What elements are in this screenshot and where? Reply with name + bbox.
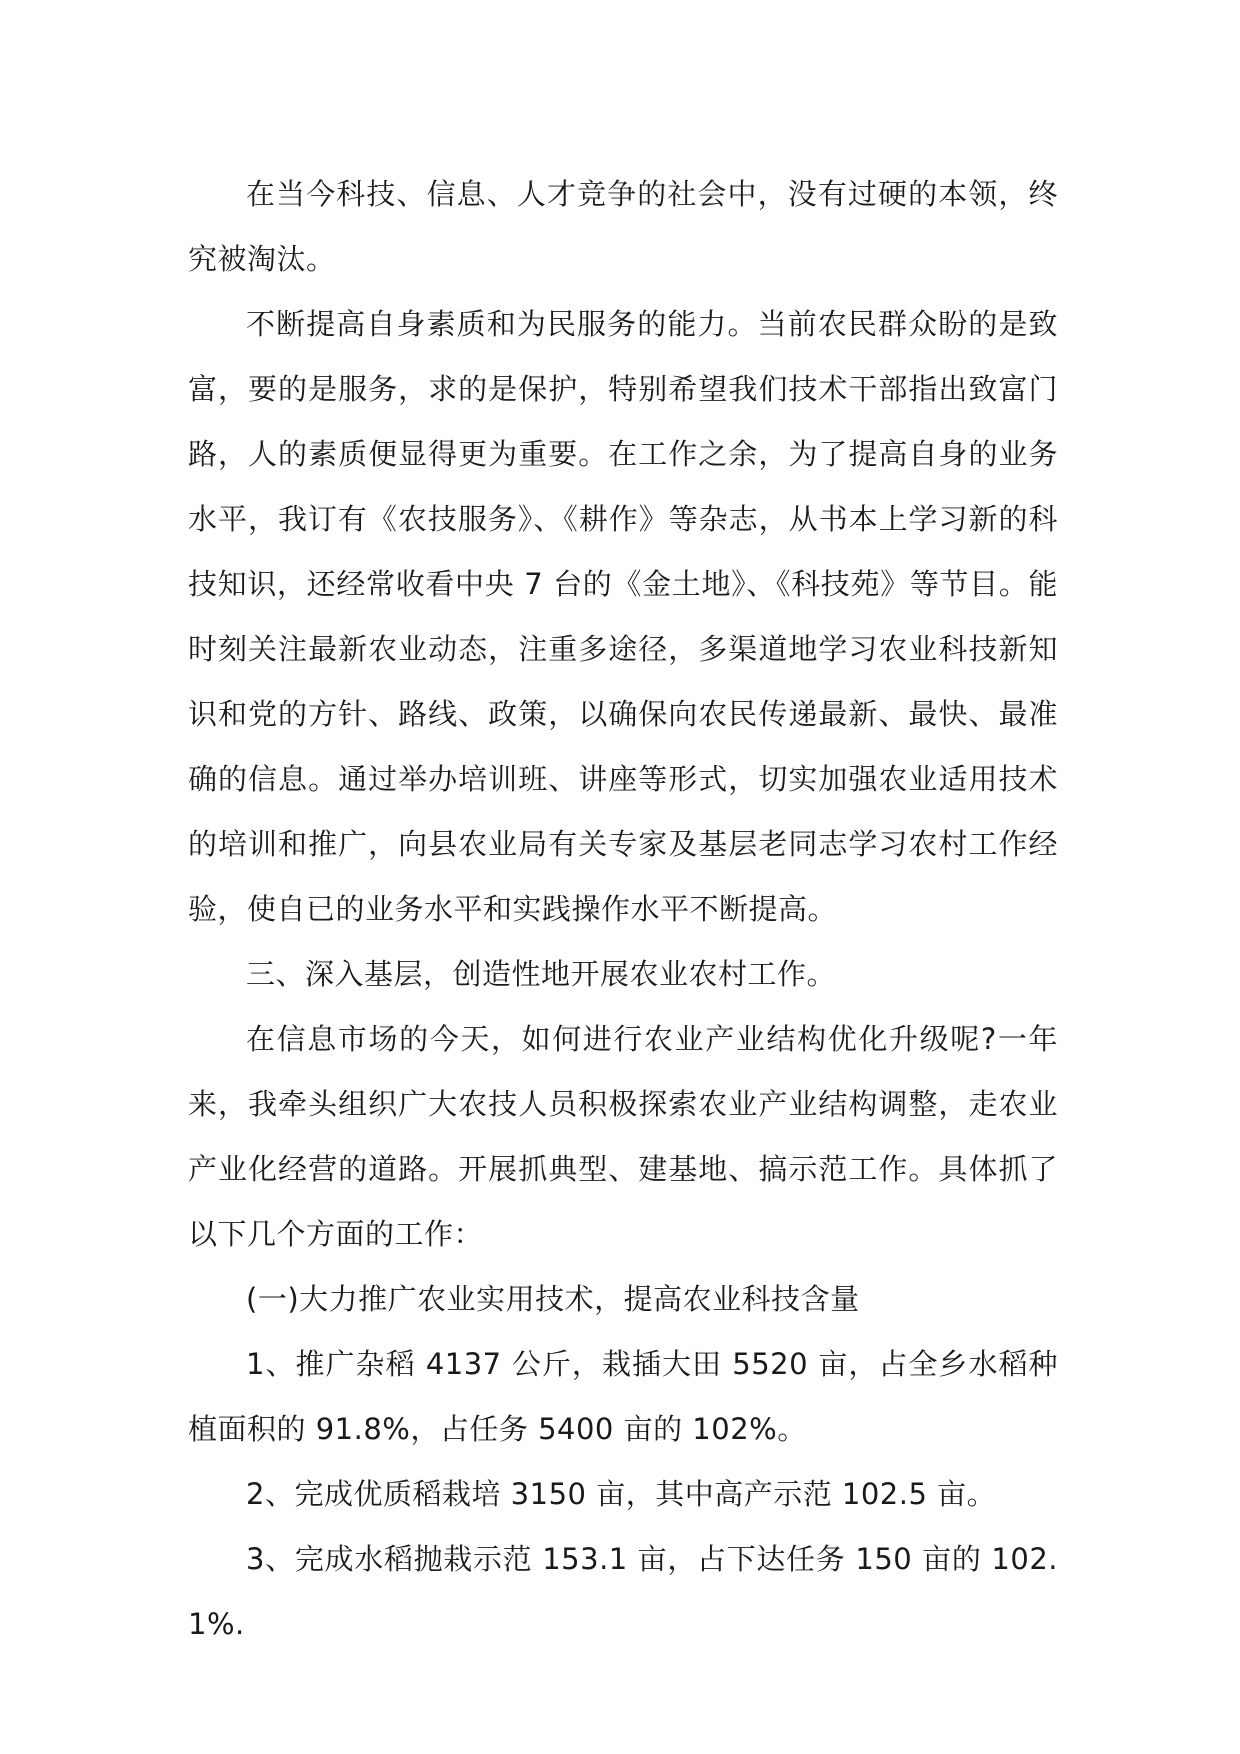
list-item-hybrid-rice: 1、推广杂稻 4137 公斤，栽插大田 5520 亩，占全乡水稻种植面积的 91.8%，占任务 5400 亩的 102%。 (188, 1347, 1058, 1446)
list-item-quality-rice: 2、完成优质稻栽培 3150 亩，其中高产示范 102.5 亩。 (246, 1477, 997, 1511)
section-heading-three: 三、深入基层，创造性地开展农业农村工作。 (246, 957, 837, 991)
paragraph-industry-structure: 在信息市场的今天，如何进行农业产业结构优化升级呢?一年来，我牵头组织广大农技人员积极探索农业产业结构调整，走农业产业化经营的道路。开展抓典型、建基地、搞示范工作。具体抓了以下几个方面的工作： (188, 1022, 1058, 1251)
subsection-heading-one: (一)大力推广农业实用技术，提高农业科技含量 (246, 1282, 860, 1316)
paragraph-intro: 在当今科技、信息、人才竞争的社会中，没有过硬的本领，终究被淘汰。 (188, 177, 1058, 276)
document-body (188, 162, 1058, 1657)
paragraph-self-improvement: 不断提高自身素质和为民服务的能力。当前农民群众盼的是致富，要的是服务，求的是保护，特别希望我们技术干部指出致富门路，人的素质便显得更为重要。在工作之余，为了提高自身的业务水平，我订有《农技服务》、《耕作》等杂志，从书本上学习新的科技知识，还经常收看中央 7 台的《金土地》、《科技苑》等节目。能时刻关注最新农业动态，注重多途径，多渠道地学习农业科技新知识和党的方针、路线、政策，以确保向农民传递最新、最快、最准确的信息。通过举办培训班、讲座等形式，切实加强农业适用技术的培训和推广，向县农业局有关专家及基层老同志学习农村工作经验，使自已的业务水平和实践操作水平不断提高。 (188, 307, 1058, 926)
list-item-rice-throwing: 3、完成水稻抛栽示范 153.1 亩，占下达任务 150 亩的 102.1%. (188, 1542, 1058, 1641)
